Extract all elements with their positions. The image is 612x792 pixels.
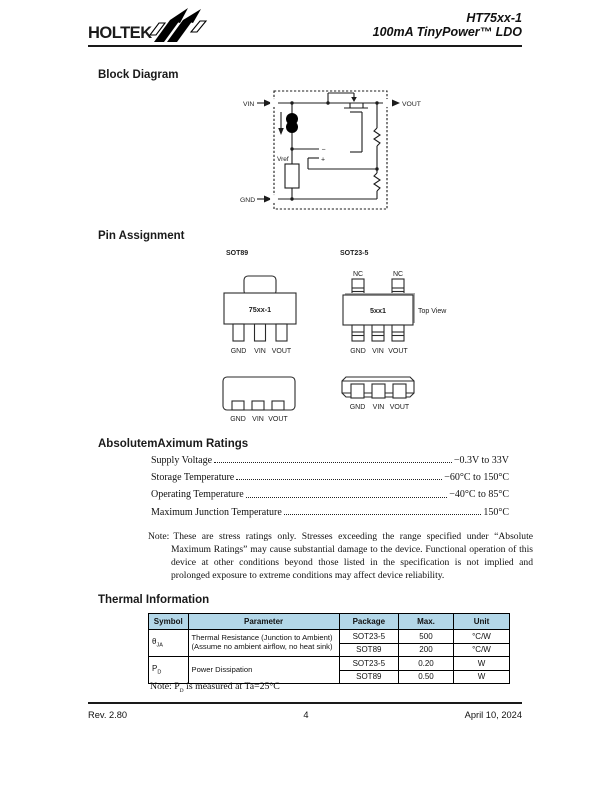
sot89-lead-1: [233, 324, 244, 341]
cell-unit: °C/W: [453, 643, 509, 657]
dotted-leader: [214, 462, 452, 463]
vin-terminal: [270, 99, 278, 107]
col-header-symbol: Symbol: [149, 614, 189, 630]
symbol-base: θ: [152, 637, 157, 647]
footer-rule: [88, 702, 522, 704]
sot89-pin1-label: GND: [230, 348, 247, 355]
rating-label: Storage Temperature: [151, 472, 235, 484]
product-title: 100mA TinyPower™ LDO: [372, 25, 522, 39]
pd-parameter: [188, 657, 339, 684]
vref-label: Vref: [277, 156, 289, 163]
sot23-part-number: 5xx1: [370, 306, 386, 315]
sot89-bottom-pin1-label: GND: [230, 416, 246, 423]
sot89-lead-3: [276, 324, 287, 341]
sot89-top-view: [222, 246, 334, 358]
holtek-logo-arrows-icon: [150, 8, 206, 42]
gnd-terminal: [270, 195, 278, 203]
sot89-bottom-pad-1: [232, 401, 244, 410]
current-source: [278, 103, 298, 149]
doc-title: [262, 11, 522, 39]
part-number-title: HT75xx-1: [466, 11, 522, 25]
rating-row-supply-voltage: [151, 452, 509, 469]
cell-max: 200: [398, 643, 453, 657]
footer-date: April 10, 2024: [464, 710, 522, 720]
sot23-package-label: SOT23-5: [340, 250, 369, 257]
sot23-front-pin-2: [372, 384, 385, 398]
sot89-package-label: SOT89: [226, 250, 249, 257]
section-heading-pin-assignment: Pin Assignment: [98, 230, 185, 242]
block-diagram-schematic: [226, 86, 438, 216]
vout-terminal: [383, 99, 391, 107]
vin-label: VIN: [243, 101, 255, 108]
vout-label: VOUT: [402, 101, 421, 108]
sot23-nc2-label: NC: [392, 271, 404, 278]
sot23-top-pin-2: [392, 279, 404, 295]
rating-row-junction-temperature: [151, 504, 509, 521]
sot89-bottom-pad-2: [252, 401, 264, 410]
pd-symbol: [149, 657, 189, 684]
symbol-base: P: [152, 664, 158, 674]
sot23-front-pin2-label: VIN: [372, 404, 385, 411]
gnd-label: GND: [240, 197, 256, 204]
parameter-line-1: Thermal Resistance (Junction to Ambient): [191, 633, 333, 643]
rating-label: Supply Voltage: [151, 455, 213, 466]
cell-package: SOT89: [339, 670, 398, 684]
vout-arrow-icon: [392, 100, 400, 107]
sot23-front-pin3-label: VOUT: [389, 404, 410, 411]
sot23-front-pin1-label: GND: [349, 404, 366, 411]
header-rule: [88, 45, 522, 47]
rating-value: −60°C to 150°C: [444, 472, 509, 484]
sot89-bottom-pad-3: [272, 401, 284, 410]
svg-text:+: +: [321, 156, 326, 164]
note-label: Note:: [148, 531, 170, 542]
section-heading-ratings: AbsolutemAximum Ratings: [98, 438, 249, 450]
sot89-bottom-view: [220, 372, 304, 424]
rating-row-operating-temperature: [151, 486, 509, 503]
col-header-parameter: Parameter: [188, 614, 339, 630]
cell-unit: °C/W: [453, 630, 509, 644]
sot23-top-view-caption: Top View: [418, 308, 447, 315]
parameter-line-2: (Assume no ambient airflow, no heat sink): [191, 642, 333, 651]
col-header-unit: Unit: [453, 614, 509, 630]
sot89-bottom-pin2-label: VIN: [252, 416, 264, 423]
section-heading-thermal: Thermal Information: [98, 594, 210, 606]
thermal-note-sub: D: [179, 687, 184, 694]
cell-max: 0.20: [398, 657, 453, 671]
sot89-lead-2: [255, 324, 266, 341]
symbol-sub: D: [157, 669, 162, 676]
rating-value: 150°C: [483, 506, 509, 518]
sot23-nc1-label: NC: [352, 271, 364, 278]
rating-label: Operating Temperature: [151, 489, 244, 501]
sot89-bottom-pin3-label: VOUT: [268, 416, 288, 423]
cell-package: SOT89: [339, 643, 398, 657]
theta-ja-parameter: [188, 630, 339, 657]
symbol-sub: JA: [156, 642, 163, 649]
thermal-table-header-row: [149, 614, 510, 630]
sot23-pin1-label: GND: [350, 348, 366, 355]
sot23-front-pin-3: [393, 384, 406, 398]
sot23-front-pin-1: [351, 384, 364, 398]
vref-block: [285, 164, 299, 188]
cell-package: SOT23-5: [339, 657, 398, 671]
rating-label: Maximum Junction Temperature: [151, 506, 282, 518]
error-amplifier: [292, 112, 377, 169]
rating-value: −0.3V to 33V: [453, 455, 509, 466]
section-heading-block-diagram: Block Diagram: [98, 69, 179, 81]
thermal-note-text: is measured at Ta=25°C: [183, 681, 280, 692]
rating-row-storage-temperature: [151, 469, 509, 486]
sot23-pin3-label: VOUT: [388, 348, 408, 355]
ratings-note: [148, 530, 533, 582]
sot23-bottom-pin-3: [392, 325, 404, 341]
sot23-front-view: [340, 372, 418, 416]
cell-unit: W: [453, 670, 509, 684]
sot23-bottom-pin-1: [352, 325, 364, 341]
cell-max: 500: [398, 630, 453, 644]
dotted-leader: [284, 514, 482, 515]
sot23-top-pin-1: [352, 279, 364, 295]
dotted-leader: [246, 497, 448, 498]
theta-ja-symbol: [149, 630, 189, 657]
sot23-bottom-pin-2: [372, 325, 384, 341]
sot23-top-view: [338, 246, 462, 358]
feedback-divider: [374, 103, 380, 199]
cell-max: 0.50: [398, 670, 453, 684]
holtek-logo: [88, 8, 213, 46]
maximum-ratings-list: [151, 452, 509, 521]
sot89-pin2-label: VIN: [254, 348, 266, 355]
parameter-line-1: Power Dissipation: [191, 664, 253, 674]
thermal-note-text: Note: P: [150, 681, 180, 692]
col-header-package: Package: [339, 614, 398, 630]
svg-text:−: −: [321, 146, 326, 154]
rating-value: −40°C to 85°C: [449, 489, 509, 501]
footer-page-number: 4: [303, 710, 309, 720]
thermal-row: [149, 630, 510, 644]
holtek-logo-text: HOLTEK: [88, 24, 152, 42]
cell-package: SOT23-5: [339, 630, 398, 644]
thermal-table: [148, 613, 510, 684]
dotted-leader: [236, 479, 442, 480]
footer-revision: Rev. 2.80: [88, 710, 128, 720]
thermal-note: [150, 681, 280, 694]
thermal-row: [149, 657, 510, 671]
note-text: These are stress ratings only. Stresses exceeding the range specified under “Absolute Maximum Ratings” may cause substantial damage to the device. Functional operation of this device at other conditions beyond those listed in the specification is not implied and prolonged exposure to extreme conditions may affect device reliability.: [171, 531, 533, 581]
cell-unit: W: [453, 657, 509, 671]
col-header-max: Max.: [398, 614, 453, 630]
sot89-part-number: 75xx-1: [248, 305, 272, 314]
sot23-pin2-label: VIN: [372, 348, 384, 355]
sot89-pin3-label: VOUT: [271, 348, 292, 355]
sot89-tab: [244, 276, 276, 295]
